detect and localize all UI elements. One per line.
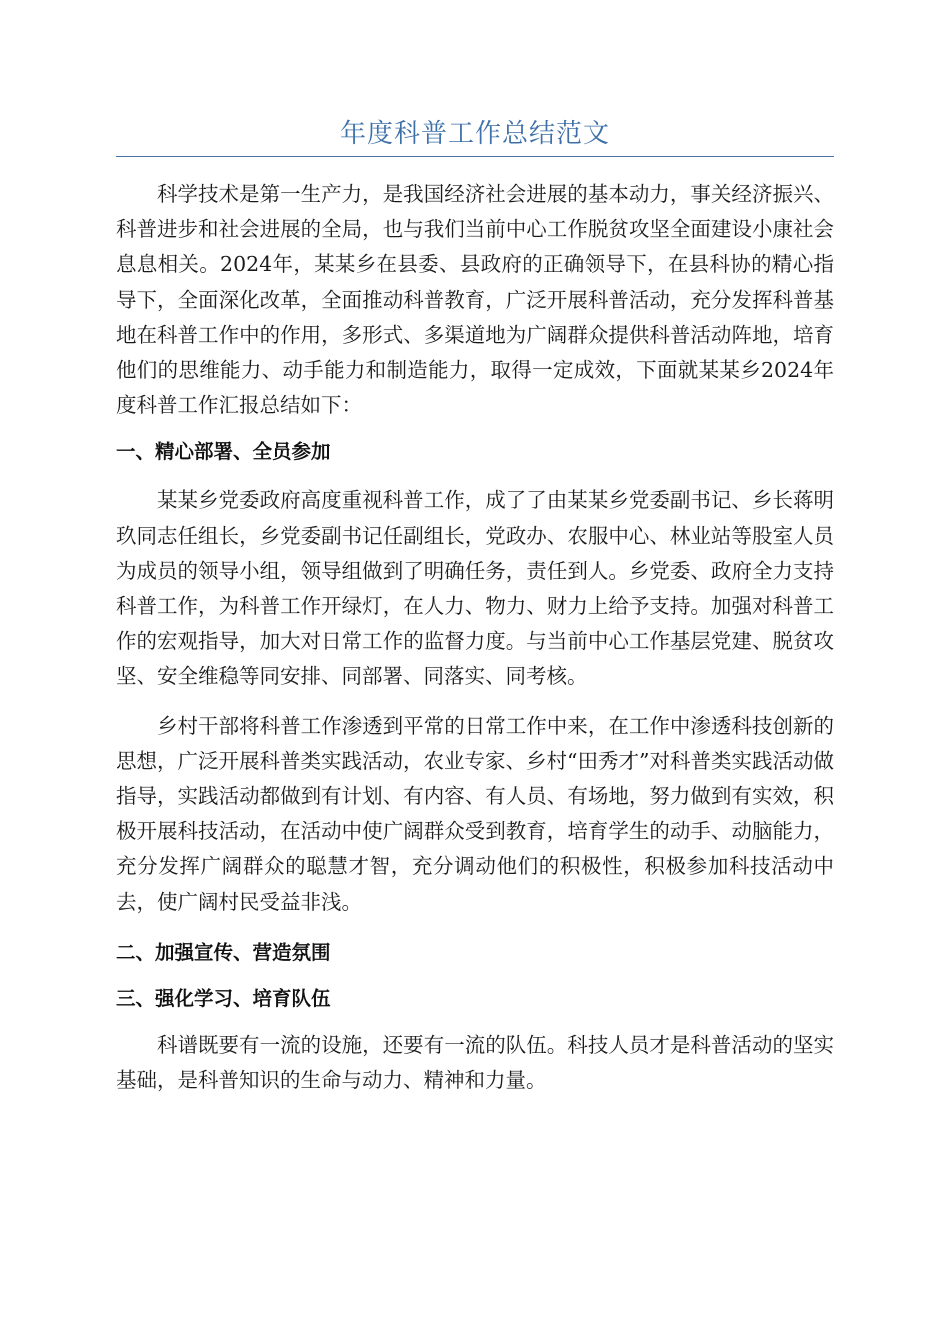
section-heading-2: 二、加强宣传、营造氛围	[116, 940, 331, 964]
section-heading-3: 三、强化学习、培育队伍	[116, 986, 331, 1010]
title-underline	[116, 156, 834, 157]
section-1-paragraph-2: 乡村干部将科普工作渗透到平常的日常工作中来，在工作中渗透科技创新的思想，广泛开展科普类实践活动，农业专家、乡村“田秀才”对科普类实践活动做指导，实践活动都做到有计划、有内容、有人员、有场地，努力做到有实效，积极开展科技活动，在活动中使广阔群众受到教育，培育学生的动手、动脑能力，充分发挥广阔群众的聪慧才智，充分调动他们的积极性，积极参加科技活动中去，使广阔村民受益非浅。	[116, 713, 834, 914]
intro-paragraph: 科学技术是第一生产力，是我国经济社会进展的基本动力，事关经济振兴、科普进步和社会进展的全局，也与我们当前中心工作脱贫攻坚全面建设小康社会息息相关。2024年，某某乡在县委、县政府的正确领导下，在县科协的精心指导下，全面深化改革，全面推动科普教育，广泛开展科普活动，充分发挥科普基地在科普工作中的作用，多形式、多渠道地为广阔群众提供科普活动阵地，培育他们的思维能力、动手能力和制造能力，取得一定成效，下面就某某乡2024年度科普工作汇报总结如下：	[116, 182, 834, 418]
section-1-paragraph-1: 某某乡党委政府高度重视科普工作，成了了由某某乡党委副书记、乡长蒋明玖同志任组长，乡党委副书记任副组长，党政办、农服中心、林业站等股室人员为成员的领导小组，领导组做到了明确任务，责任到人。乡党委、政府全力支持科普工作，为科普工作开绿灯，在人力、物力、财力上给予支持。加强对科普工作的宏观指导，加大对日常工作的监督力度。与当前中心工作基层党建、脱贫攻坚、安全维稳等同安排、同部署、同落实、同考核。	[116, 488, 834, 689]
document-title: 年度科普工作总结范文	[339, 119, 610, 149]
section-3-paragraph-1: 科谱既要有一流的设施，还要有一流的队伍。科技人员才是科普活动的坚实基础，是科普知识的生命与动力、精神和力量。	[116, 1032, 834, 1093]
section-heading-1: 一、精心部署、全员参加	[116, 440, 331, 464]
